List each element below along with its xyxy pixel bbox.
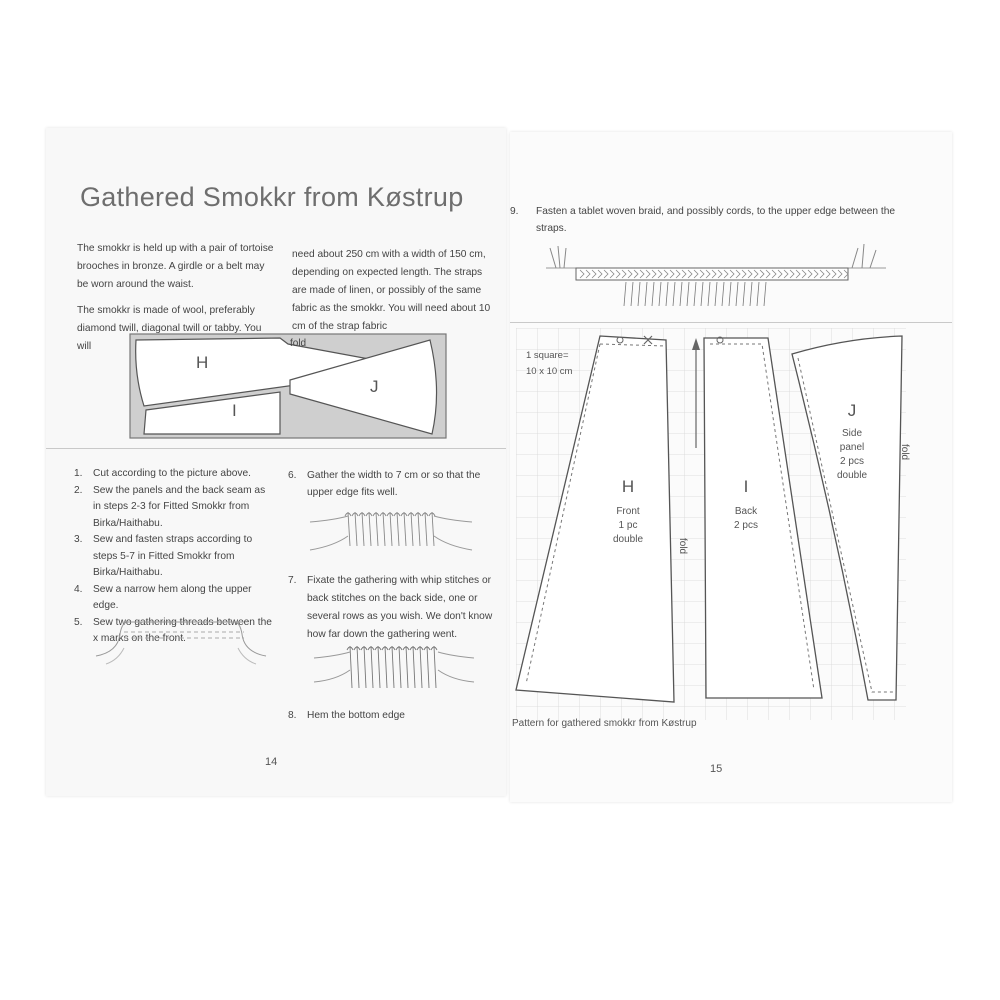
front-label-3: double (612, 534, 644, 545)
fold-label: fold (290, 338, 307, 349)
piece-j-letter: J (370, 377, 379, 396)
section-divider-right (510, 322, 952, 323)
step-number: 3. (74, 534, 83, 545)
page-title: Gathered Smokkr from Køstrup (80, 182, 464, 212)
front-fold-label: fold (677, 538, 688, 555)
scale-label-1: 1 square= (526, 350, 569, 361)
step-text: Sew the panels and the back seam as in steps 2-3 for Fitted Smokkr from Birka/Haithabu. (93, 484, 266, 529)
step-item (74, 532, 274, 582)
step-number: 2. (74, 484, 83, 496)
front-letter: H (621, 477, 635, 496)
step-7-text: Fixate the gathering with whip stitches or back stitches on the back side, one or several rows as you wish. We don't know how far down the gathering went. (307, 575, 493, 640)
side-label-1: Side (841, 428, 863, 439)
step-8 (288, 708, 493, 725)
step-text: Sew a narrow hem along the upper edge. (93, 583, 252, 611)
scale-label-2: 10 x 10 cm (526, 366, 573, 377)
back-label-1: Back (734, 506, 758, 517)
step-9-number: 9. (510, 206, 519, 217)
back-letter: I (743, 477, 749, 496)
piece-h-letter: H (196, 353, 209, 372)
step-number: 5. (74, 616, 83, 628)
intro-paragraph-3: need about 250 cm with a width of 150 cm, depending on expected length. The straps are made of linen, or possibly of the same fabric as the smokkr. You will need about 10 cm of the strap fabric (292, 249, 491, 332)
cutting-layout-diagram (130, 334, 446, 438)
step-number: 4. (74, 583, 83, 595)
step-8-text: Hem the bottom edge (307, 710, 405, 721)
gathered-fabric-illustration-1 (310, 506, 472, 554)
section-divider (46, 448, 506, 449)
step-item (74, 582, 274, 615)
side-label-3: 2 pcs (840, 456, 864, 467)
intro-column-2 (292, 246, 498, 344)
step-number: 1. (74, 468, 83, 479)
front-label-1: Front (616, 506, 640, 517)
side-letter: J (847, 401, 857, 420)
step-item (74, 466, 274, 483)
step-9-text: Fasten a tablet woven braid, and possibly cords, to the upper edge between the straps. (536, 206, 896, 234)
step-text: Cut according to the picture above. (93, 468, 252, 479)
pattern-caption: Pattern for gathered smokkr from Køstrup (512, 718, 697, 729)
gathered-fabric-illustration-2 (314, 642, 474, 694)
side-label-2: panel (839, 442, 865, 453)
intro-paragraph-1: The smokkr is held up with a pair of tortoise brooches in bronze. A girdle or a belt may be worn around the waist. (77, 243, 274, 290)
step-6 (288, 468, 493, 501)
front-label-2: 1 pc (618, 520, 638, 531)
back-label-2: 2 pcs (734, 520, 758, 531)
side-fold-label: fold (899, 444, 910, 461)
step-6-number: 6. (288, 470, 297, 481)
step-7 (288, 572, 493, 644)
gathering-threads-illustration (96, 618, 266, 670)
intro-paragraph-2: The smokkr is made of wool, preferably diamond twill, diagonal twill or tabby. You will (77, 305, 262, 352)
braid-illustration (546, 238, 886, 312)
left-page (46, 128, 506, 796)
step-9 (510, 204, 920, 237)
step-6-text: Gather the width to 7 cm or so that the upper edge fits well. (307, 470, 481, 498)
piece-i-letter: I (232, 401, 237, 420)
right-page (510, 132, 952, 802)
pattern-diagram (516, 328, 910, 720)
step-8-number: 8. (288, 710, 297, 721)
side-label-4: double (836, 470, 868, 481)
page-number-right: 15 (710, 763, 723, 775)
step-7-number: 7. (288, 575, 297, 586)
step-text: Sew and fasten straps according to steps 5-7 in Fitted Smokkr from Birka/Haithabu. (93, 534, 253, 578)
step-text: Sew two gathering threads between the x marks on the front. (93, 616, 272, 644)
page-number-left: 14 (265, 756, 278, 768)
step-item (74, 483, 274, 533)
